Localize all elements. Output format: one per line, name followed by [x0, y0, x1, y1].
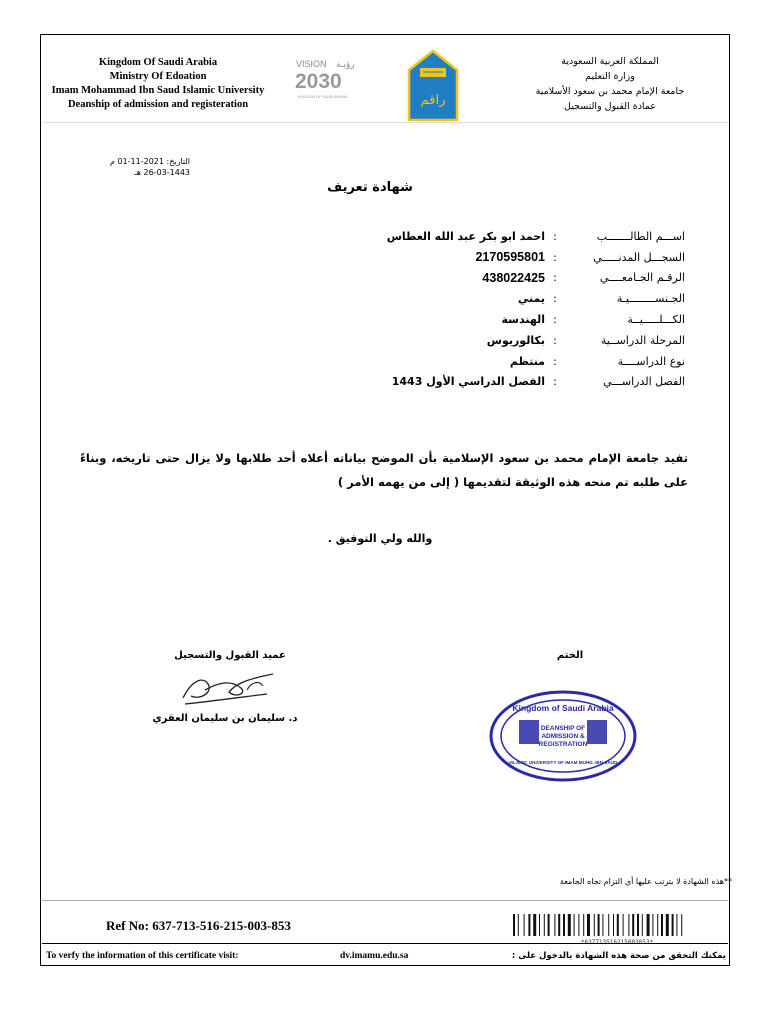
barcode-bar — [583, 914, 584, 936]
info-label: الكـــلـــــيــة — [627, 313, 685, 327]
barcode-bar — [558, 914, 560, 936]
footer-verify-link[interactable]: dv.imamu.edu.sa — [340, 951, 409, 961]
barcode-bar — [676, 914, 677, 936]
barcode-bar — [533, 914, 536, 936]
info-label: المرحلة الدراســية — [600, 333, 685, 347]
university-logo — [405, 48, 461, 122]
info-colon: : — [553, 333, 557, 347]
seal-mid-text-3: REGISTRATION — [538, 741, 588, 748]
info-value: الهندسة — [501, 313, 545, 327]
barcode-bar — [647, 914, 650, 936]
barcode-bar — [661, 914, 663, 936]
footer-verify-text-arabic: يمكنك التحقق من صحة هذه الشهادة بالدخول على : — [511, 951, 726, 961]
info-label: السجـــل المدنـــــي — [593, 250, 685, 264]
info-colon: : — [553, 250, 557, 264]
disclaimer-note: **هذه الشهادة لا يترتب عليها أي التزام تجاه الجامعة — [559, 877, 732, 886]
barcode-bar — [628, 914, 629, 936]
student-info-table — [340, 226, 685, 392]
info-label: الرقـم الجـامعــــي — [599, 271, 685, 285]
info-colon: : — [553, 354, 557, 368]
barcode-text: *637713516215003853* — [580, 939, 654, 946]
info-colon: : — [553, 271, 557, 285]
barcode-bar — [666, 914, 669, 936]
barcode-bar — [632, 914, 634, 936]
official-seal — [489, 690, 637, 782]
closing-text: والله ولي التوفيق . — [327, 532, 433, 545]
barcode-bar — [544, 914, 545, 936]
dean-signature — [175, 668, 280, 712]
vision-year: 2030 — [295, 70, 342, 93]
barcode-bar — [518, 914, 519, 936]
ref-divider — [42, 900, 728, 901]
barcode-bar — [587, 914, 590, 936]
barcode-bar — [652, 914, 653, 936]
info-row — [340, 351, 685, 372]
barcode-bar — [617, 914, 619, 936]
barcode-bar — [513, 914, 515, 936]
barcode-bar — [539, 914, 540, 936]
header-ar-university: جامعة الإمام محمد بن سعود الأسلامية — [535, 86, 685, 97]
barcode-bar — [642, 914, 643, 936]
reference-number: Ref No: 637-713-516-215-003-853 — [106, 918, 291, 933]
barcode-bar — [602, 914, 603, 936]
info-row — [340, 288, 685, 309]
barcode — [511, 912, 723, 946]
header-arabic — [510, 54, 710, 114]
info-row — [340, 309, 685, 330]
info-value: بكالوريوس — [486, 333, 545, 347]
info-value: 438022425 — [482, 270, 545, 285]
barcode-bar — [657, 914, 658, 936]
vision-2030-logo — [292, 54, 366, 104]
barcode-bar — [528, 914, 530, 936]
vision-word: VISION — [296, 59, 327, 69]
info-label: اســـم الطالـــــــب — [596, 229, 685, 243]
barcode-bar — [568, 914, 571, 936]
barcode-bar — [623, 914, 624, 936]
info-row — [340, 247, 685, 268]
info-label: الجـنســــــــيـة — [616, 292, 685, 306]
barcode-bar — [548, 914, 550, 936]
barcode-bar — [608, 914, 609, 936]
barcode-bar — [598, 914, 600, 936]
barcode-bar — [578, 914, 579, 936]
header-ar-deanship: عمادة القبول والتسجيل — [564, 101, 656, 112]
info-row — [340, 268, 685, 289]
date-hijri: 26-03-1443 هـ — [134, 168, 190, 177]
dean-title: عميد القبول والتسجيل — [174, 650, 286, 661]
barcode-bar — [613, 914, 614, 936]
info-value: يمني — [517, 292, 545, 306]
header-english — [48, 56, 268, 112]
info-row — [340, 372, 685, 393]
info-colon: : — [553, 292, 557, 306]
seal-title: الختم — [556, 650, 584, 661]
svg-text:راقم: راقم — [420, 93, 446, 108]
info-row — [340, 330, 685, 351]
barcode-bar — [574, 914, 575, 936]
barcode-bar — [563, 914, 565, 936]
info-value: 2170595801 — [475, 250, 545, 265]
header-en-kingdom: Kingdom Of Saudi Arabia — [98, 57, 218, 68]
header-ar-ministry: وزارة التعليم — [585, 71, 635, 82]
seal-bottom-text: ISLAMIC UNIVERSITY OF IMAM MUHD. IBN SAUD — [508, 760, 618, 765]
info-row — [340, 226, 685, 247]
barcode-bar — [672, 914, 674, 936]
seal-top-text: Kingdom of Saudi Arabia — [512, 703, 614, 713]
info-colon: : — [553, 229, 557, 243]
barcode-bar — [681, 914, 682, 936]
info-colon: : — [553, 313, 557, 327]
info-value: منتظم — [509, 354, 545, 368]
vision-sub: KINGDOM OF SAUDI ARABIA — [298, 95, 348, 99]
barcode-bar — [637, 914, 639, 936]
header-ar-kingdom: المملكة العربية السعودية — [561, 56, 659, 67]
barcode-bar — [594, 914, 595, 936]
issue-date — [100, 156, 190, 178]
seal-mid-text-2: ADMISSION & — [541, 733, 585, 740]
footer-verify-text: To verfy the information of this certificate visit: — [46, 951, 239, 961]
certificate-title: شهادة تعريف — [327, 180, 413, 195]
header-divider — [42, 122, 728, 123]
header-en-deanship: Deanship of admission and registeration — [67, 99, 249, 110]
barcode-bar — [554, 914, 555, 936]
header-en-university: Imam Mohammad Ibn Saud Islamic University — [51, 85, 265, 96]
date-gregorian: التاريخ: 2021-11-01 م — [109, 157, 190, 166]
info-value: الفصل الدراسي الأول 1443 — [391, 375, 545, 389]
info-label: نوع الدراســــة — [617, 354, 685, 368]
svg-text:رؤيـة: رؤيـة — [336, 60, 355, 70]
barcode-bar — [524, 914, 525, 936]
seal-mid-text-1: DEANSHIP OF — [540, 725, 586, 732]
header-en-ministry: Ministry Of Edoation — [109, 71, 207, 82]
certificate-body-text: تفيد جامعة الإمام محمد بن سعود الإسلامية بأن الموضح بياناته أعلاه أحد طلابها ولا يزال حتى تاريخه، وبناءً على طلبه تم منحه هذه الوثيقة لتقديمها ( إلى من يهمه الأمر ) — [80, 451, 688, 489]
info-label: الفصل الدراســـي — [603, 375, 685, 389]
dean-name: د. سليمان بن سليمان العقري — [152, 713, 298, 724]
info-value: احمد ابو بكر عبد الله العطاس — [386, 229, 545, 243]
info-colon: : — [553, 375, 557, 389]
